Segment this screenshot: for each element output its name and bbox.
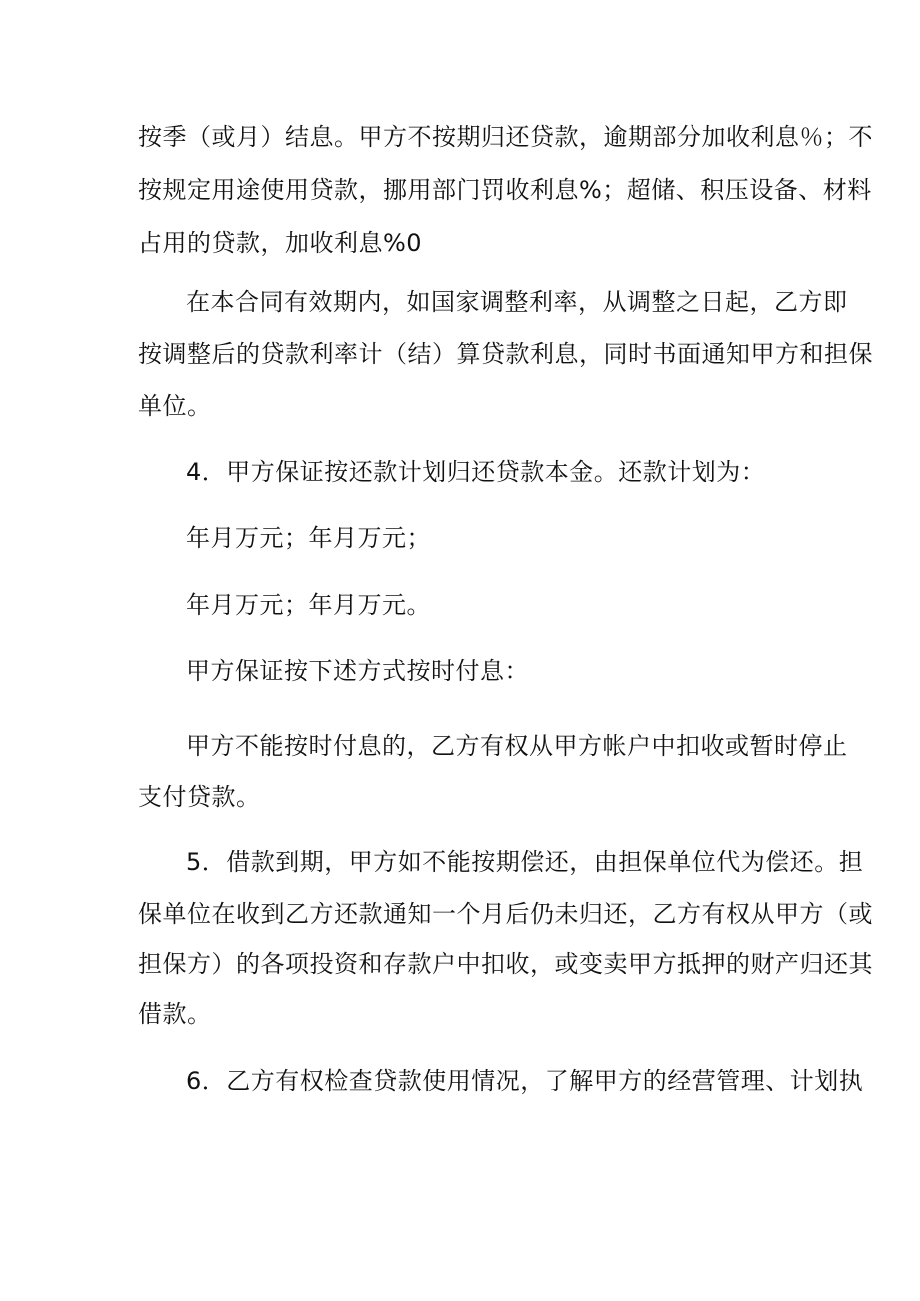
- paragraph-7-line-2: 支付贷款。: [138, 783, 261, 811]
- repayment-schedule-line-1: 年月万元；年月万元；: [186, 524, 431, 552]
- paragraph-2-line-3: 单位。: [138, 392, 212, 420]
- paragraph-7-line-1: 甲方不能按时付息的，乙方有权从甲方帐户中扣收或暂时停止: [186, 732, 848, 760]
- clause-5-line-2: 保单位在收到乙方还款通知一个月后仍未归还，乙方有权从甲方（或: [138, 900, 873, 928]
- repayment-schedule-line-2: 年月万元；年月万元。: [186, 591, 431, 619]
- paragraph-1-line-2: 按规定用途使用贷款，挪用部门罚收利息%；超储、积压设备、材料: [138, 176, 872, 204]
- clause-6-line-1: 6．乙方有权检查贷款使用情况，了解甲方的经营管理、计划执: [186, 1067, 864, 1095]
- paragraph-2-line-2: 按调整后的贷款利率计（结）算贷款利息，同时书面通知甲方和担保: [138, 340, 873, 368]
- paragraph-1-line-1: 按季（或月）结息。甲方不按期归还贷款，逾期部分加收利息％；不: [138, 123, 873, 151]
- clause-5-line-1: 5．借款到期，甲方如不能按期偿还，由担保单位代为偿还。担: [186, 848, 864, 876]
- paragraph-1-line-3: 占用的贷款，加收利息%0: [138, 229, 423, 257]
- clause-5-line-4: 借款。: [138, 1000, 212, 1028]
- clause-5-line-3: 担保方）的各项投资和存款户中扣收，或变卖甲方抵押的财产归还其: [138, 950, 873, 978]
- interest-payment-line: 甲方保证按下述方式按时付息：: [186, 657, 529, 685]
- clause-4-heading: 4．甲方保证按还款计划归还贷款本金。还款计划为：: [186, 458, 766, 486]
- paragraph-2-line-1: 在本合同有效期内，如国家调整利率，从调整之日起，乙方即: [186, 288, 848, 316]
